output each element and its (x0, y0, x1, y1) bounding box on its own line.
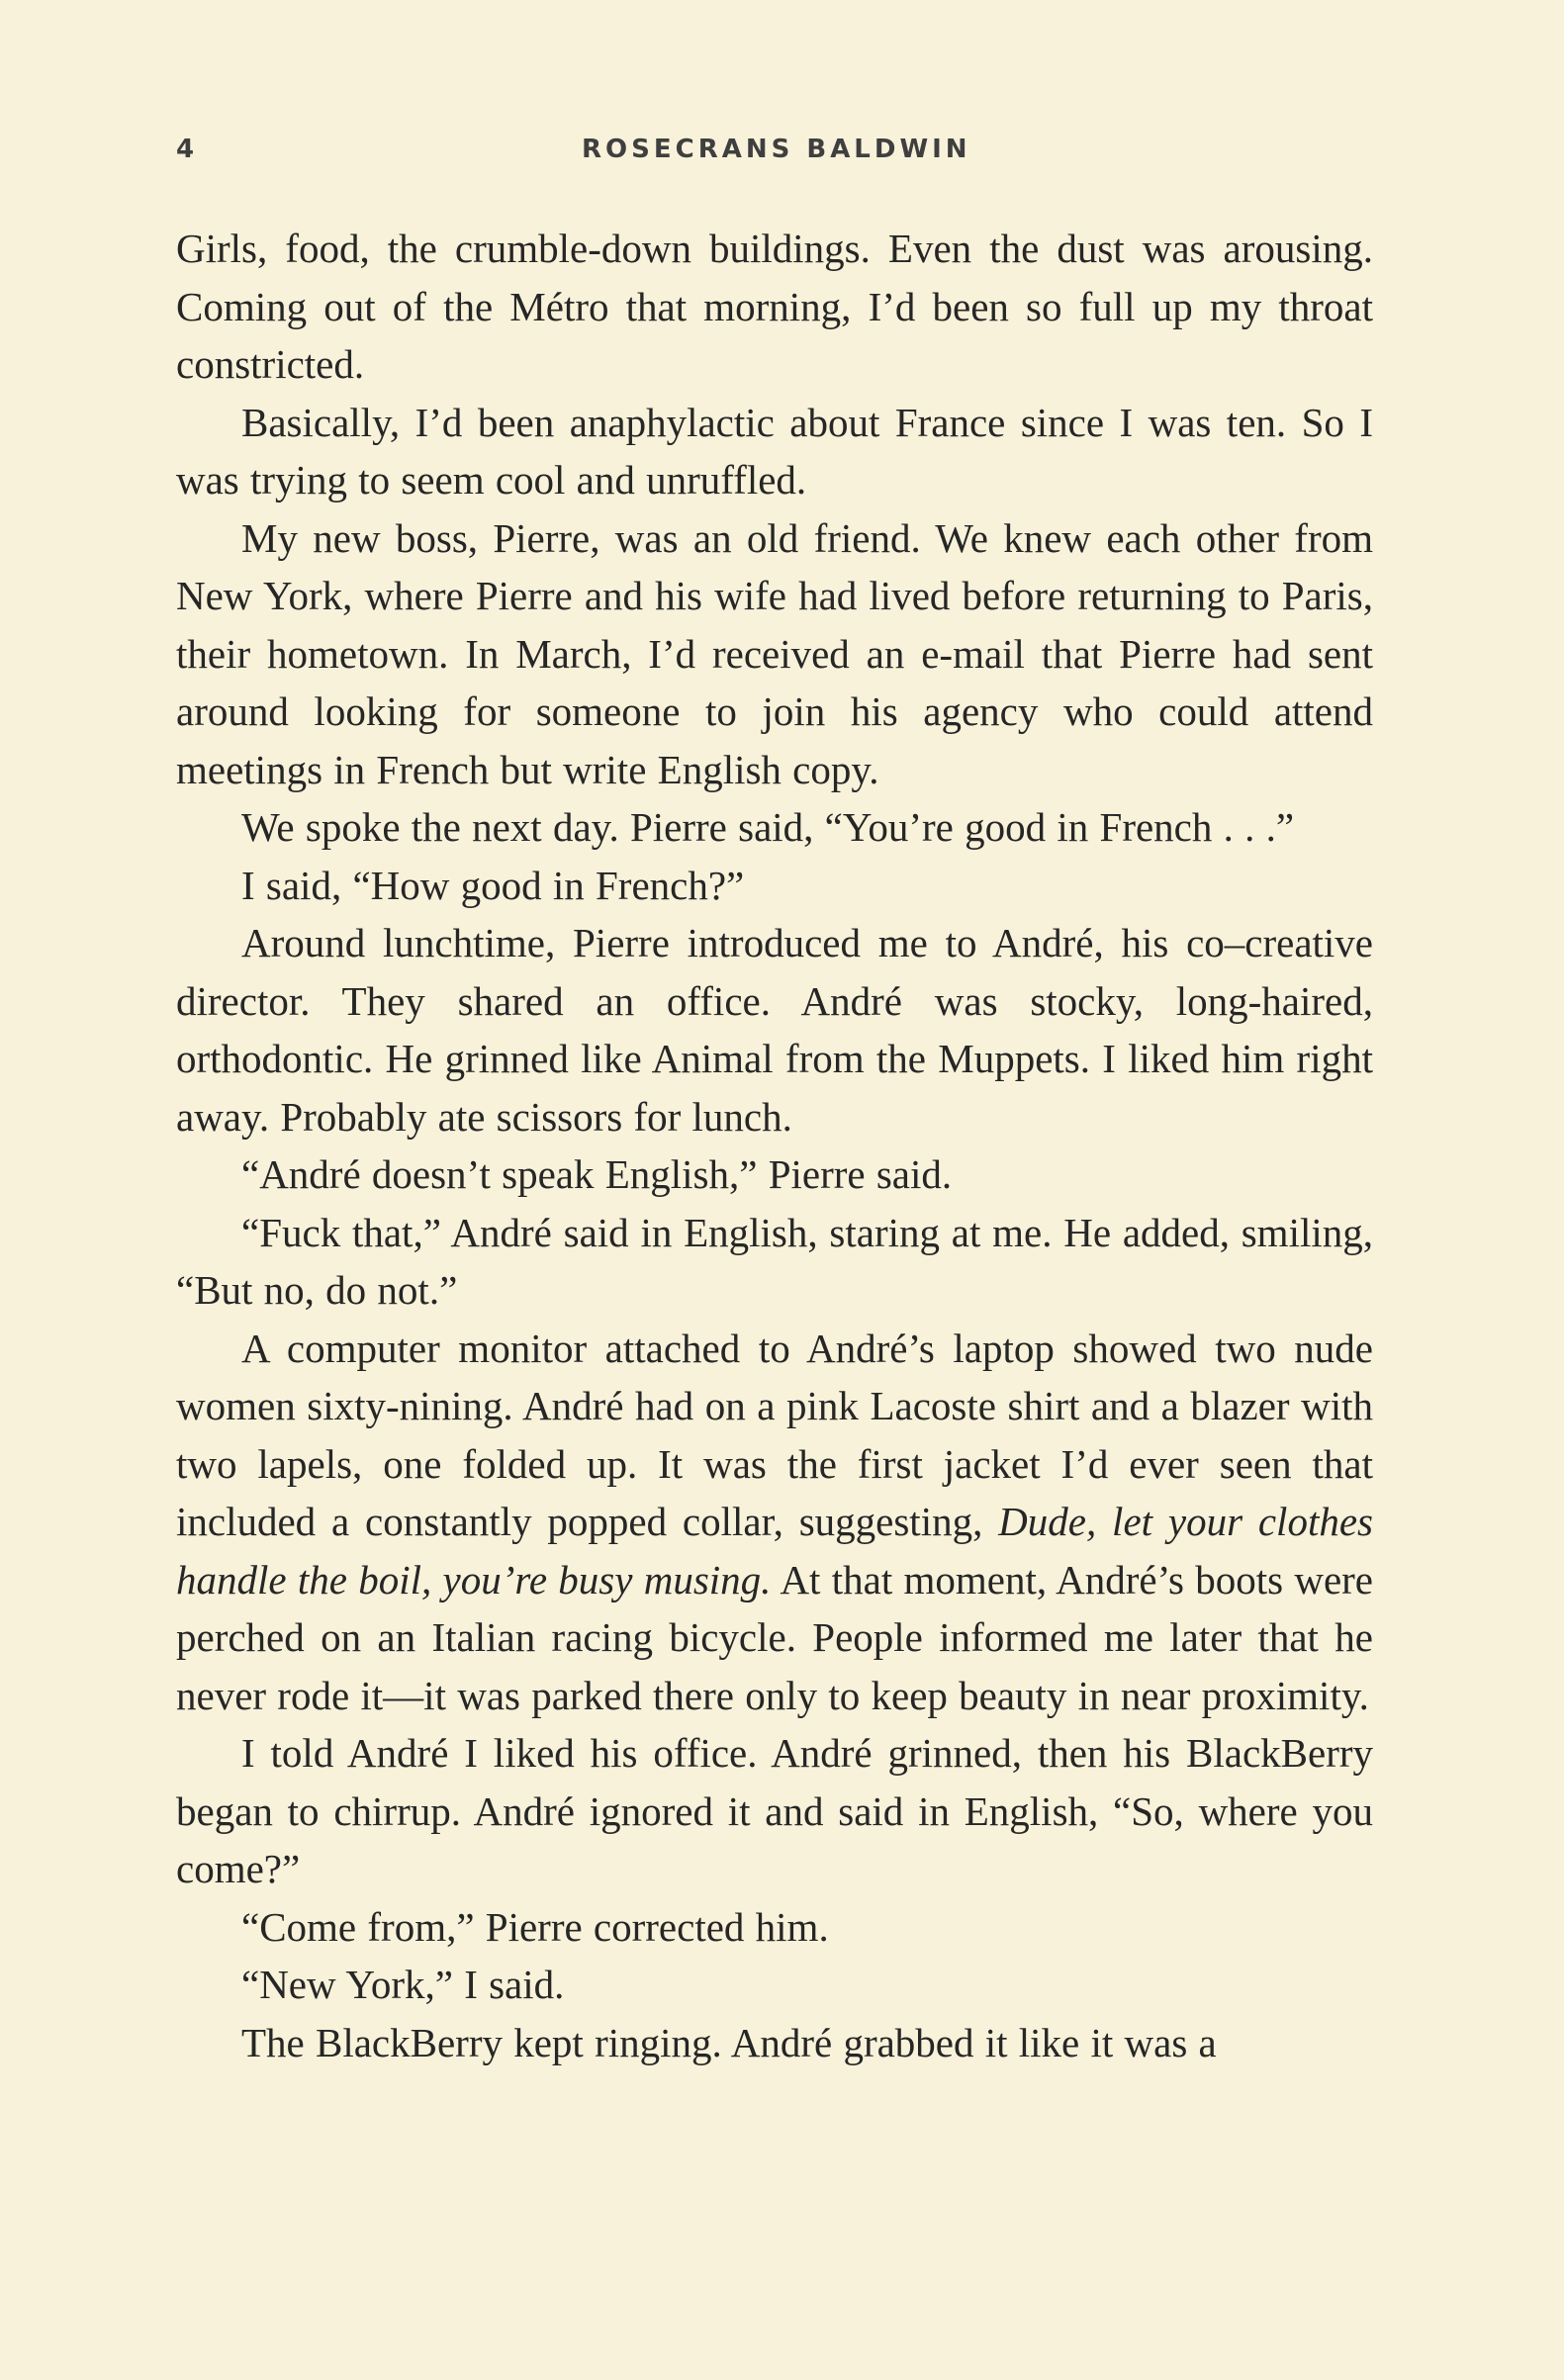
paragraph: “Fuck that,” André said in English, staring at me. He added, smiling, “But no, do not.” (176, 1209, 1373, 1313)
body-text (176, 220, 1373, 2071)
paragraph: The BlackBerry kept ringing. André grabbed it like it was a (241, 2019, 1217, 2065)
paragraph-text: At that moment, André’s boots were perched on an Italian racing bicycle. People informed me later that he never rode it—it was parked there only to keep beauty in near proximity. (176, 1556, 1373, 1718)
paragraph-text: A computer monitor attached to André’s laptop showed two nude women sixty-nining. André had on a pink Lacoste shirt and a blazer with two lapels, one folded up. It was the first jacket I’d ever seen that included a constantly popped collar, suggesting, (176, 1325, 1373, 1544)
running-head (176, 135, 1373, 174)
paragraph: I told André I liked his office. André grinned, then his BlackBerry began to chirrup. André ignored it and said in English, “So, where you come?” (176, 1730, 1373, 1891)
paragraph: Around lunchtime, Pierre introduced me to André, his co–creative director. They shared an office. André was stocky, long-haired, orthodontic. He grinned like Animal from the Muppets. I liked him right away. Probably ate scissors for lunch. (176, 920, 1373, 1140)
page-number: 4 (176, 135, 195, 164)
italic-phrase: Dude, let your clothes handle the boil, you’re busy musing. (176, 1499, 1373, 1602)
paragraph-with-italic (176, 1320, 1373, 1725)
paragraph: “New York,” I said. (241, 1962, 565, 2007)
paragraph: Girls, food, the crumble-down buildings. Even the dust was arousing. Coming out of the Métro that morning, I’d been so full up my throat constricted. (176, 226, 1373, 387)
paragraph: “André doesn’t speak English,” Pierre said. (241, 1151, 953, 1197)
author-name: ROSECRANS BALDWIN (582, 135, 971, 164)
paragraph: We spoke the next day. Pierre said, “You’re good in French . . .” (241, 804, 1295, 850)
paragraph: Basically, I’d been anaphylactic about France since I was ten. So I was trying to seem cool and unruffled. (176, 399, 1373, 503)
paragraph: I said, “How good in French?” (241, 862, 745, 908)
paragraph: “Come from,” Pierre corrected him. (241, 1903, 829, 1950)
paragraph: My new boss, Pierre, was an old friend. We knew each other from New York, where Pierre and his wife had lived before returning to Paris, their hometown. In March, I’d received an e-mail that Pierre had sent around looking for someone to join his agency who could attend meetings in French but write English copy. (176, 514, 1373, 792)
